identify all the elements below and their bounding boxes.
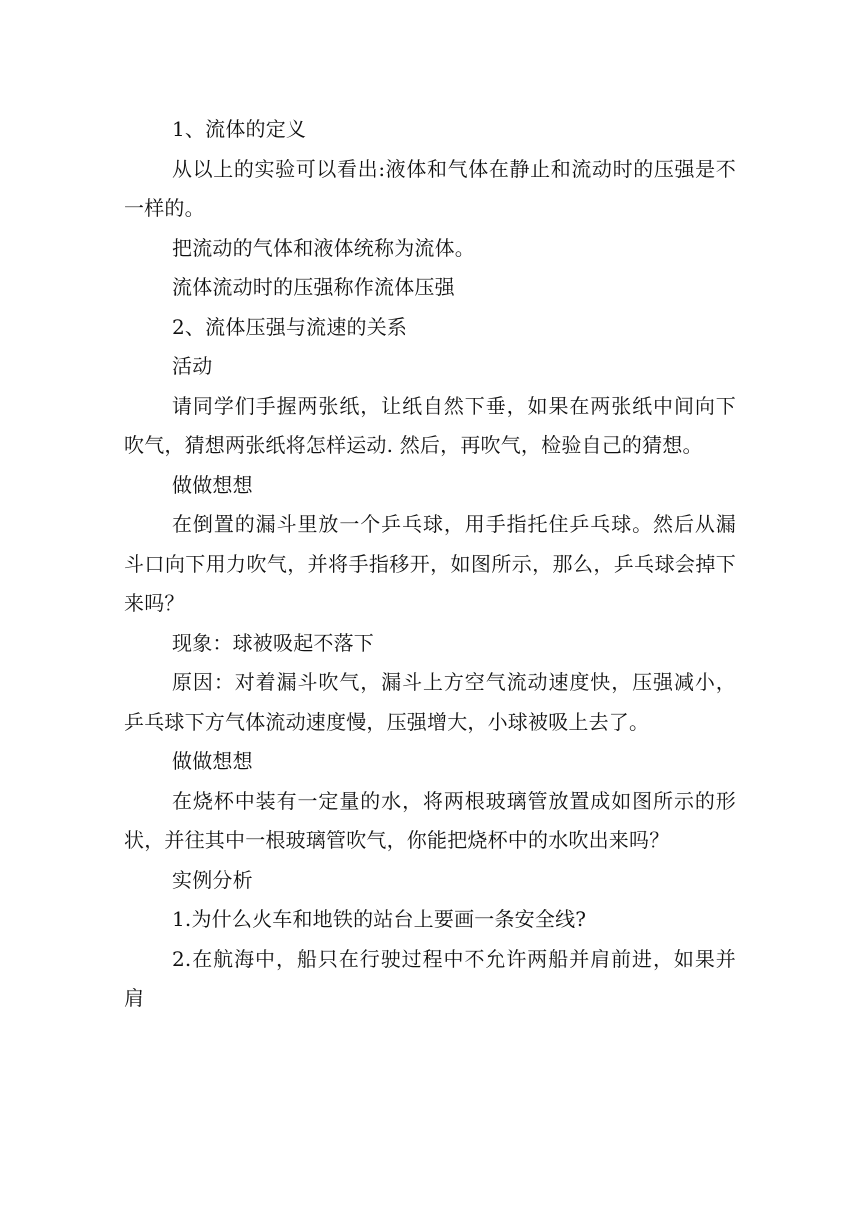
label-try-and-think-2: 做做想想 — [172, 749, 253, 773]
paragraph-beaker-experiment: 在烧杯中装有一定量的水，将两根玻璃管放置成如图所示的形状，并往其中一根玻璃管吹气，你能把烧杯中的水吹出来吗？ — [124, 788, 736, 852]
paragraph-experiment-conclusion: 从以上的实验可以看出:液体和气体在静止和流动时的压强是不一样的。 — [124, 156, 736, 220]
label-activity: 活动 — [172, 354, 213, 378]
label-case-analysis: 实例分析 — [172, 867, 253, 892]
paragraph-question-2: 2.在航海中，船只在行驶过程中不允许两船并肩前进，如果并肩 — [124, 946, 736, 1010]
heading-pressure-velocity: 2、流体压强与流速的关系 — [172, 314, 408, 339]
paragraph-fluid-definition: 把流动的气体和液体统称为流体。 — [172, 235, 475, 260]
paragraph-reason: 原因：对着漏斗吹气，漏斗上方空气流动速度快，压强减小，乒乓球下方气体流动速度慢，压强增大，小球被吸上去了。 — [124, 670, 736, 734]
paragraph-question-1: 1.为什么火车和地铁的站台上要画一条安全线? — [172, 907, 587, 931]
label-try-and-think-1: 做做想想 — [172, 472, 253, 497]
paragraph-paper-activity: 请同学们手握两张纸，让纸自然下垂，如果在两张纸中间向下吹气，猜想两张纸将怎样运动. 然后，再吹气，检验自己的猜想。 — [124, 393, 736, 457]
paragraph-phenomenon: 现象：球被吸起不落下 — [172, 630, 374, 655]
paragraph-funnel-experiment: 在倒置的漏斗里放一个乒乓球，用手指托住乒乓球。然后从漏斗口向下用力吹气，并将手指移开，如图所示，那么，乒乓球会掉下来吗？ — [124, 512, 736, 615]
heading-fluid-definition: 1、流体的定义 — [172, 117, 307, 141]
paragraph-fluid-pressure: 流体流动时的压强称作流体压强 — [172, 275, 455, 299]
document-body — [124, 110, 736, 1019]
